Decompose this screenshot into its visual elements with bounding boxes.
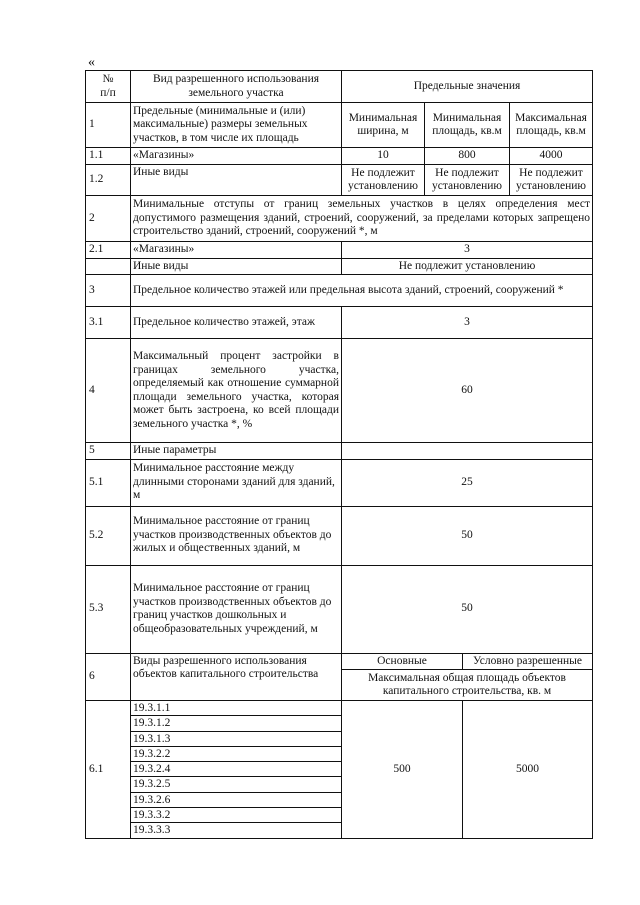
max-area-header: Максимальная общая площадь объектов капитального строительства, кв. м bbox=[342, 670, 593, 701]
table-row bbox=[86, 165, 593, 196]
col-min-width-header: Минимальная ширина, м bbox=[342, 103, 425, 148]
value-cell: Не подлежит установлению bbox=[342, 165, 425, 196]
table-header-row bbox=[86, 71, 593, 103]
row-text: Минимальное расстояние от границ участков производственных объектов до границ участков дошкольных и общеобразовательных учреждений, м bbox=[131, 565, 342, 653]
row-text: Предельное количество этажей или предельная высота зданий, строений, сооружений * bbox=[131, 275, 593, 307]
header-limits: Предельные значения bbox=[342, 71, 593, 103]
row-number: 2.1 bbox=[86, 242, 131, 259]
code-list bbox=[131, 701, 342, 839]
table-row bbox=[86, 242, 593, 259]
row-text: Минимальное расстояние от границ участков производственных объектов до жилых и общественных зданий, м bbox=[131, 506, 342, 565]
row-number: 1.2 bbox=[86, 165, 131, 196]
value-cell: 50 bbox=[342, 565, 593, 653]
code-item: 19.3.2.5 bbox=[131, 777, 341, 792]
row-number: 3 bbox=[86, 275, 131, 307]
value-cell: 60 bbox=[342, 339, 593, 443]
table-row bbox=[86, 506, 593, 565]
value-cell: 3 bbox=[342, 307, 593, 339]
value-cell: Не подлежит установлению bbox=[425, 165, 510, 196]
table-row bbox=[86, 148, 593, 165]
row-number: 5.1 bbox=[86, 459, 131, 506]
table-row bbox=[86, 339, 593, 443]
code-item: 19.3.3.2 bbox=[131, 808, 341, 823]
row-number: 1.1 bbox=[86, 148, 131, 165]
value-cell: 3 bbox=[342, 242, 593, 259]
table-row bbox=[86, 196, 593, 242]
row-text: Виды разрешенного использования объектов капитального строительства bbox=[131, 653, 342, 701]
row-number: 5 bbox=[86, 443, 131, 460]
table-row bbox=[86, 443, 593, 460]
code-item: 19.3.1.2 bbox=[131, 716, 341, 731]
row-number: 2 bbox=[86, 196, 131, 242]
opening-quote-mark: « bbox=[88, 55, 95, 70]
row-text: «Магазины» bbox=[131, 148, 342, 165]
row-number: 1 bbox=[86, 103, 131, 148]
row-text: Иные виды bbox=[131, 165, 342, 196]
row-text: Иные виды bbox=[131, 258, 342, 275]
row-text: Минимальные отступы от границ земельных участков в целях определения мест допустимого размещения зданий, строений, сооружений, за пределами которых запрещено строительство зданий, строений, сооружений *, м bbox=[131, 196, 593, 242]
row-number: 3.1 bbox=[86, 307, 131, 339]
row-text: Минимальное расстояние между длинными сторонами зданий для зданий, м bbox=[131, 459, 342, 506]
value-cell: 50 bbox=[342, 506, 593, 565]
row-number: 5.3 bbox=[86, 565, 131, 653]
table-row bbox=[86, 653, 593, 670]
empty-cell bbox=[342, 443, 593, 460]
table-row bbox=[86, 307, 593, 339]
row-text: Максимальный процент застройки в границах земельного участка, определяемый как отношение суммарной площади земельного участка, которая может быть застроена, ко всей площади земельного участка *, % bbox=[131, 339, 342, 443]
value-cell: Не подлежит установлению bbox=[342, 258, 593, 275]
code-item: 19.3.1.3 bbox=[131, 732, 341, 747]
table-row bbox=[86, 103, 593, 148]
code-item: 19.3.1.1 bbox=[131, 701, 341, 716]
table-row bbox=[86, 275, 593, 307]
value-cell: 4000 bbox=[510, 148, 593, 165]
conditional-uses-header: Условно разрешенные bbox=[463, 653, 593, 670]
table-row bbox=[86, 258, 593, 275]
header-number: № п/п bbox=[86, 71, 131, 103]
col-max-area-header: Максимальная площадь, кв.м bbox=[510, 103, 593, 148]
row-number-empty bbox=[86, 258, 131, 275]
value-cell: Не подлежит установлению bbox=[510, 165, 593, 196]
code-item: 19.3.2.2 bbox=[131, 747, 341, 762]
main-uses-header: Основные bbox=[342, 653, 463, 670]
value-cell: 10 bbox=[342, 148, 425, 165]
row-number: 4 bbox=[86, 339, 131, 443]
conditional-value-cell: 5000 bbox=[463, 701, 593, 839]
code-item: 19.3.2.6 bbox=[131, 793, 341, 808]
code-item: 19.3.2.4 bbox=[131, 762, 341, 777]
row-text: «Магазины» bbox=[131, 242, 342, 259]
table-row bbox=[86, 701, 593, 839]
code-item: 19.3.3.3 bbox=[133, 824, 171, 837]
row-number: 5.2 bbox=[86, 506, 131, 565]
row-text: Предельное количество этажей, этаж bbox=[131, 307, 342, 339]
table-row bbox=[86, 565, 593, 653]
regulation-table bbox=[85, 70, 593, 839]
value-cell: 800 bbox=[425, 148, 510, 165]
table-row bbox=[86, 459, 593, 506]
row-number: 6.1 bbox=[86, 701, 131, 839]
col-min-area-header: Минимальная площадь, кв.м bbox=[425, 103, 510, 148]
value-cell: 25 bbox=[342, 459, 593, 506]
main-value-cell: 500 bbox=[342, 701, 463, 839]
row-text: Иные параметры bbox=[131, 443, 342, 460]
row-text: Предельные (минимальные и (или) максимальные) размеры земельных участков, в том числе их площадь bbox=[131, 103, 342, 148]
row-number: 6 bbox=[86, 653, 131, 701]
header-kind: Вид разрешенного использования земельного участка bbox=[131, 71, 342, 103]
